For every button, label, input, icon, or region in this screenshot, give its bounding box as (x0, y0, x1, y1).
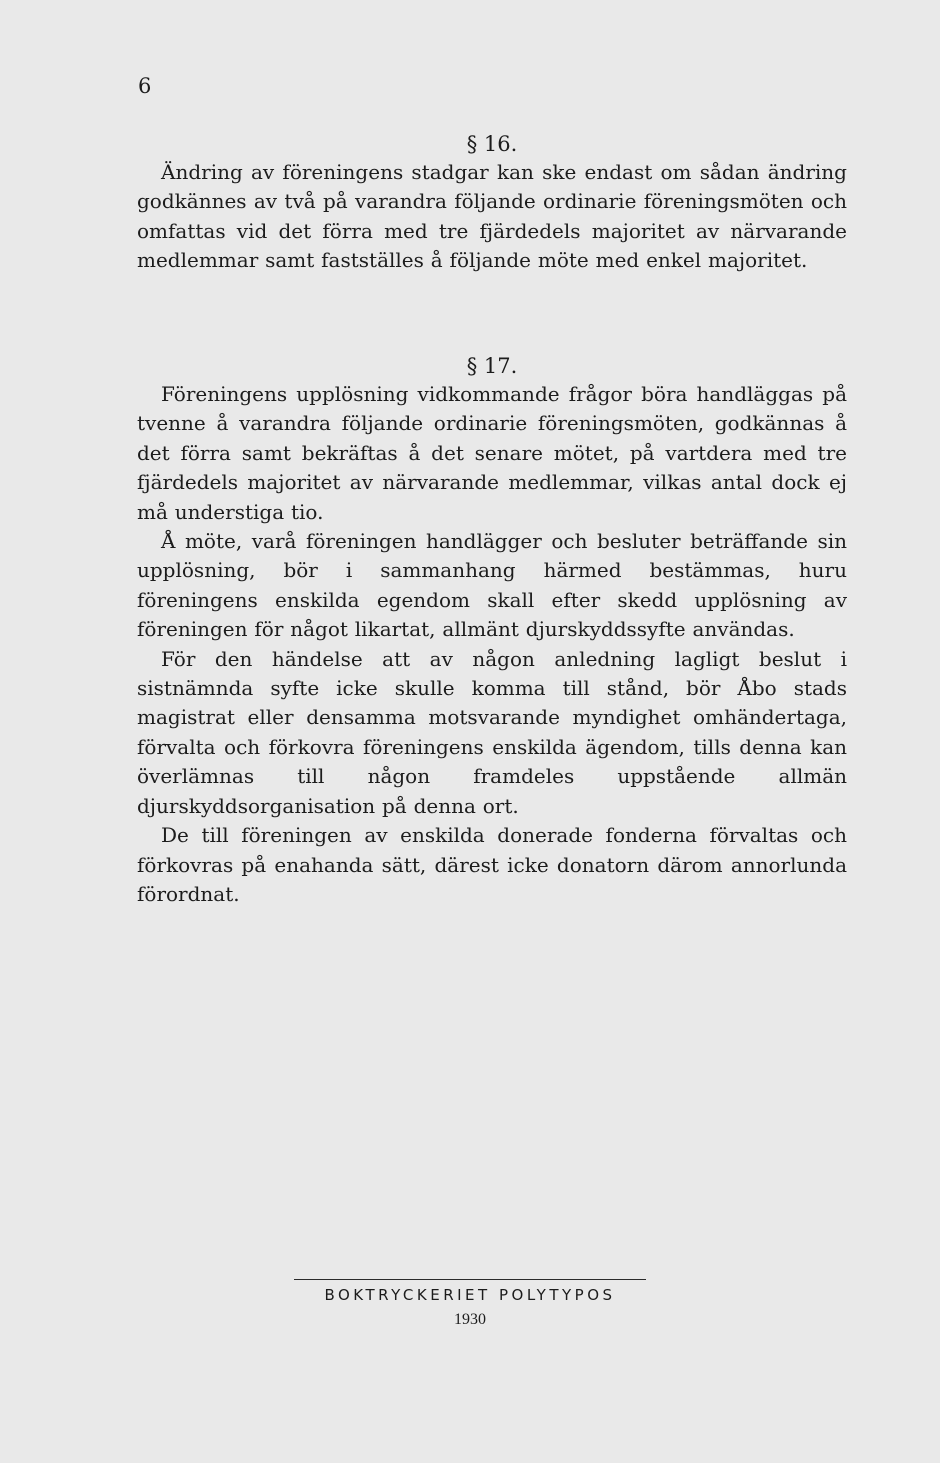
paragraph: De till föreningen av enskilda donerade fonderna förvaltas och förkovras på enahanda sätt, därest icke donatorn därom annorlunda förordnat. (137, 823, 847, 906)
colophon (0, 1279, 940, 1329)
divider (294, 1279, 646, 1280)
printer-name: BOKTRYCKERIET POLYTYPOS (324, 1286, 616, 1304)
section-heading: § 16. (466, 132, 518, 156)
print-year: 1930 (454, 1311, 486, 1328)
section-16 (137, 130, 847, 276)
paragraph: För den händelse att av någon anledning lagligt beslut i sistnämnda syfte icke skulle komma till stånd, bör Åbo stads magistrat eller densamma motsvarande myndighet omhändertaga, förvalta och förkovra föreningens enskilda ägendom, tills denna kan överlämnas till någon framdeles uppstående allmän djurskyddsorganisation på denna ort. (137, 646, 847, 818)
paragraph: Å möte, varå föreningen handlägger och besluter beträffande sin upplösning, bör i sammanhang härmed bestämmas, huru föreningens enskilda egendom skall efter skedd upplösning av föreningen för något likartat, allmänt djurskyddssyfte användas. (137, 529, 847, 642)
paragraph: Ändring av föreningens stadgar kan ske endast om sådan ändring godkännes av två på varandra följande ordinarie föreningsmöten och omfattas vid det förra med tre fjärdedels majoritet av närvarande medlemmar samt fastställes å följande möte med enkel majoritet. (137, 160, 847, 273)
page-number: 6 (138, 74, 153, 98)
section-heading: § 17. (466, 354, 518, 378)
paragraph: Föreningens upplösning vidkommande frågor böra handläggas på tvenne å varandra följande ordinarie föreningsmöten, godkännas å det förra samt bekräftas å det senare mötet, på vartdera med tre fjärdedels majoritet av närvarande medlemmar, vilkas antal dock ej må understiga tio. (137, 382, 847, 524)
section-17 (137, 352, 847, 909)
